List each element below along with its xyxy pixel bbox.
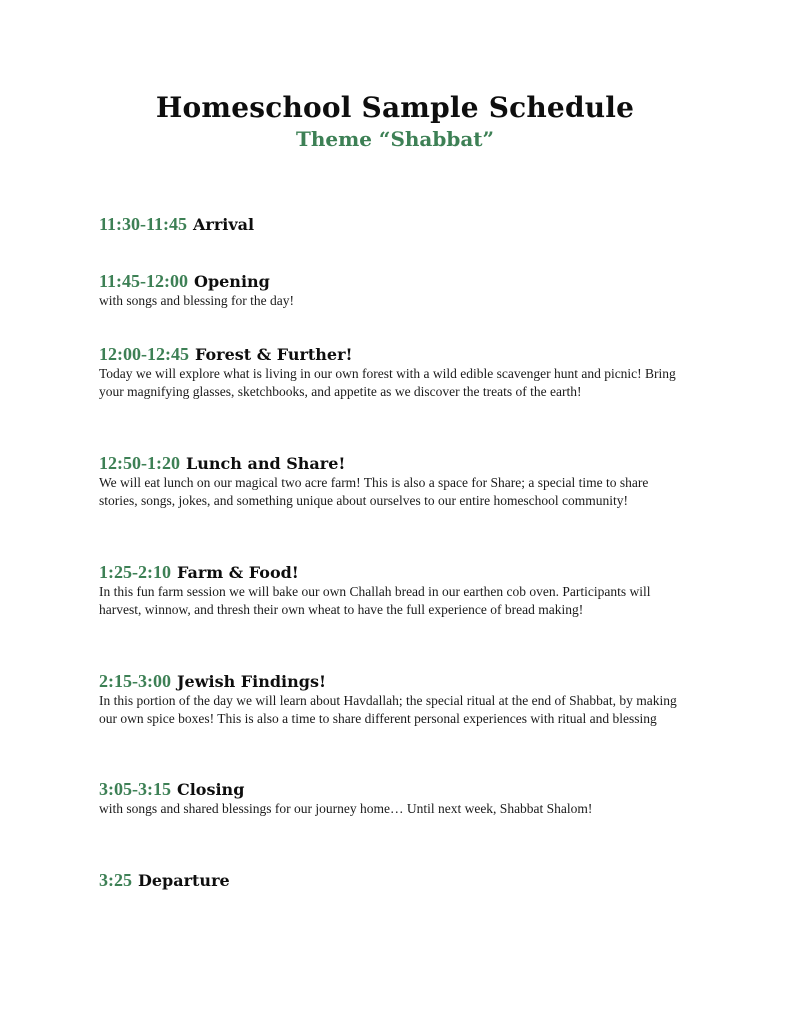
entry-time: 3:05-3:15 [99, 779, 171, 799]
entry-heading [99, 870, 699, 891]
entry-time: 1:25-2:10 [99, 562, 171, 582]
entry-heading [99, 214, 699, 235]
entry-heading [99, 453, 699, 474]
entry-description: with songs and shared blessings for our journey home… Until next week, Shabbat Shalom! [99, 801, 593, 816]
schedule-entry-lunch [99, 453, 699, 510]
entry-time: 11:30-11:45 [99, 214, 187, 234]
entry-heading [99, 271, 699, 292]
entry-activity: Forest & Further! [194, 345, 353, 364]
entry-description: We will eat lunch on our magical two acre farm! This is also a space for Share; a special time to share stories, songs, jokes, and something unique about ourselves to our entire homeschool community! [99, 475, 649, 508]
entry-activity: Lunch and Share! [185, 454, 346, 473]
entry-heading [99, 562, 699, 583]
entry-heading [99, 779, 699, 800]
schedule-entry-opening [99, 271, 699, 310]
entry-activity: Closing [176, 780, 245, 799]
schedule-entry-closing [99, 779, 699, 818]
entry-time: 3:25 [99, 870, 132, 890]
schedule-entry-farm [99, 562, 699, 619]
entry-activity: Farm & Food! [176, 563, 299, 582]
entry-time: 12:00-12:45 [99, 344, 189, 364]
schedule-entry-departure [99, 870, 699, 891]
entry-description: Today we will explore what is living in our own forest with a wild edible scavenger hunt and picnic! Bring your magnifying glasses, sketchbooks, and appetite as we discover the treats of the earth! [99, 366, 676, 399]
entry-activity: Arrival [193, 215, 255, 234]
document-title: Homeschool Sample Schedule [155, 91, 635, 124]
entry-description: In this portion of the day we will learn about Havdallah; the special ritual at the end of Shabbat, by making our own spice boxes! This is also a time to share different personal experiences with ritual and blessing [99, 693, 677, 726]
entry-activity: Departure [138, 871, 230, 890]
entry-heading [99, 671, 699, 692]
entry-activity: Opening [194, 272, 270, 291]
schedule-entry-arrival [99, 214, 699, 235]
schedule-entry-forest [99, 344, 699, 401]
entry-heading [99, 344, 699, 365]
entry-time: 12:50-1:20 [99, 453, 180, 473]
entry-activity: Jewish Findings! [176, 672, 326, 691]
document-subtitle: Theme “Shabbat” [295, 127, 495, 151]
entry-time: 11:45-12:00 [99, 271, 188, 291]
entry-time: 2:15-3:00 [99, 671, 171, 691]
entry-description: In this fun farm session we will bake our own Challah bread in our earthen cob oven. Participants will harvest, winnow, and thresh their own wheat to have the full experience of bread making! [99, 584, 651, 617]
entry-description: with songs and blessing for the day! [99, 293, 294, 308]
schedule-entry-jewish-findings [99, 671, 699, 728]
